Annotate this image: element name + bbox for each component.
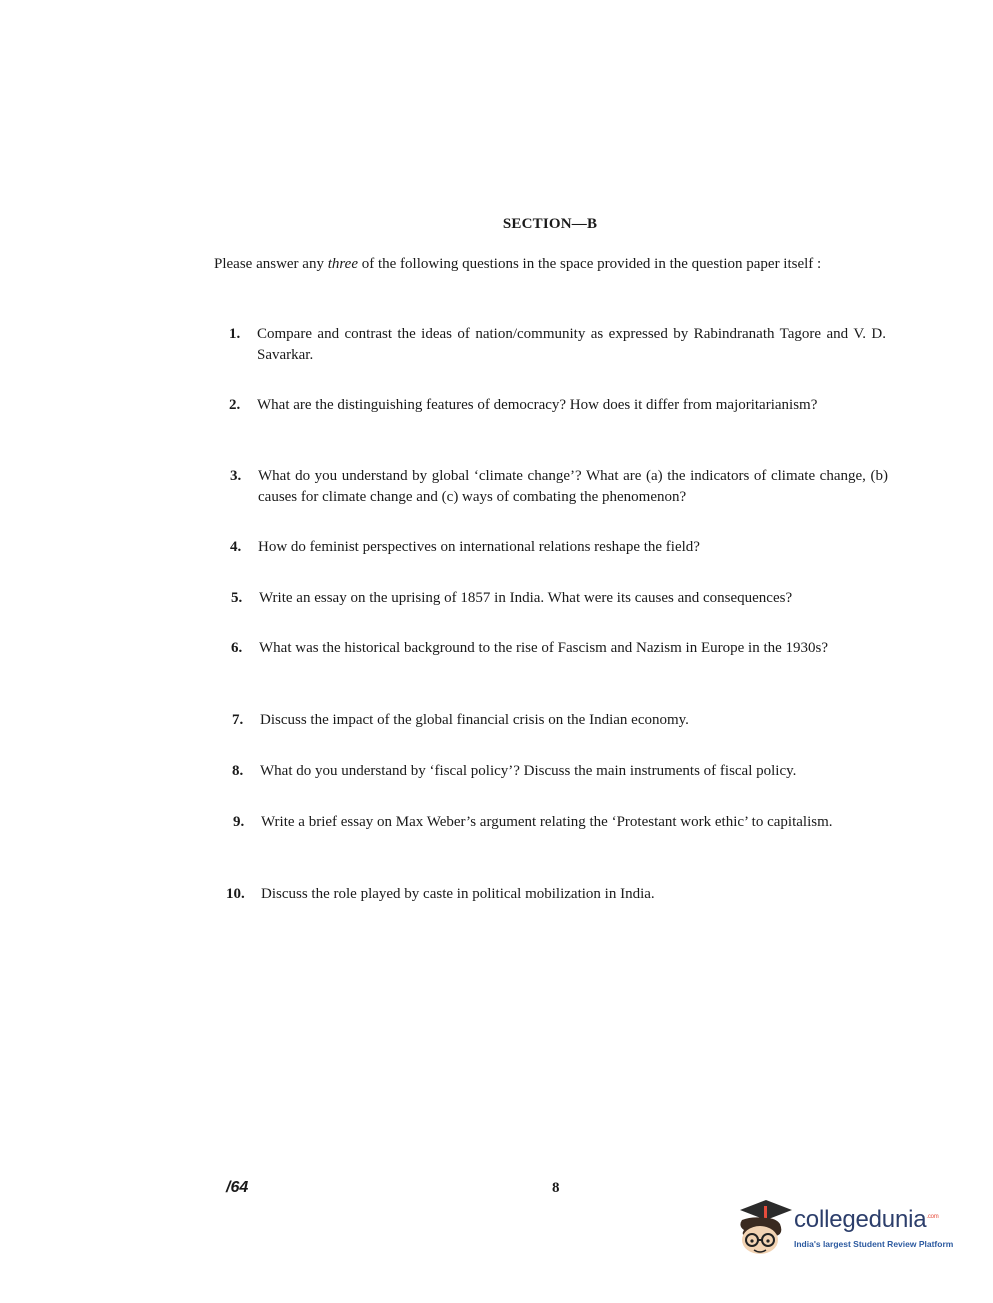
question-item — [231, 638, 890, 659]
question-item — [231, 588, 889, 609]
question-item — [230, 466, 888, 508]
question-number: 6. — [231, 640, 243, 656]
question-number: 3. — [230, 468, 242, 484]
question-item — [229, 324, 886, 366]
question-number: 2. — [229, 397, 241, 413]
question-number: 8. — [232, 763, 244, 779]
question-text: What was the historical background to the rise of Fascism and Nazism in Europe in the 1930s? — [259, 640, 829, 656]
logo-name: collegedunia — [794, 1206, 927, 1233]
question-text: Discuss the role played by caste in political mobilization in India. — [261, 886, 655, 902]
question-item — [232, 761, 891, 782]
logo-suffix: .com — [926, 1214, 939, 1220]
question-text: Write a brief essay on Max Weber’s argument relating the ‘Protestant work ethic’ to capitalism. — [261, 814, 833, 830]
question-number: 9. — [233, 814, 245, 830]
question-item — [233, 812, 892, 833]
paper-code: /64 — [226, 1179, 249, 1196]
instructions-after: of the following questions in the space provided in the question paper itself : — [357, 256, 822, 272]
question-number: 10. — [226, 886, 245, 902]
student-mascot-icon — [736, 1196, 792, 1258]
question-text: What are the distinguishing features of democracy? How does it differ from majoritarianism? — [257, 397, 818, 413]
question-item — [226, 884, 892, 905]
question-text: What do you understand by global ‘climate change’? What are (a) the indicators of climate change, (b) causes for climate change and (c) ways of combating the phenomenon? — [258, 468, 888, 505]
page-number: 8 — [552, 1180, 560, 1196]
question-number: 5. — [231, 590, 243, 606]
question-item — [229, 395, 886, 416]
question-number: 4. — [230, 539, 242, 555]
question-text: How do feminist perspectives on international relations reshape the field? — [258, 539, 700, 555]
question-item — [230, 537, 888, 558]
question-number: 7. — [232, 712, 244, 728]
logo-wordmark — [794, 1206, 939, 1234]
instructions-before: Please answer any — [214, 256, 328, 272]
question-item — [232, 710, 890, 731]
logo-tagline: India's largest Student Review Platform — [794, 1239, 954, 1249]
section-title: SECTION—B — [502, 216, 598, 232]
question-text: Write an essay on the uprising of 1857 in India. What were its causes and consequences? — [259, 590, 793, 606]
question-text: Compare and contrast the ideas of nation/community as expressed by Rabindranath Tagore and V. D. Savarkar. — [257, 326, 886, 363]
instructions-emphasis: three — [327, 256, 358, 272]
question-text: What do you understand by ‘fiscal policy’? Discuss the main instruments of fiscal policy. — [260, 763, 797, 779]
collegedunia-logo — [736, 1196, 961, 1264]
question-text: Discuss the impact of the global financial crisis on the Indian economy. — [260, 712, 689, 728]
question-number: 1. — [229, 326, 241, 342]
